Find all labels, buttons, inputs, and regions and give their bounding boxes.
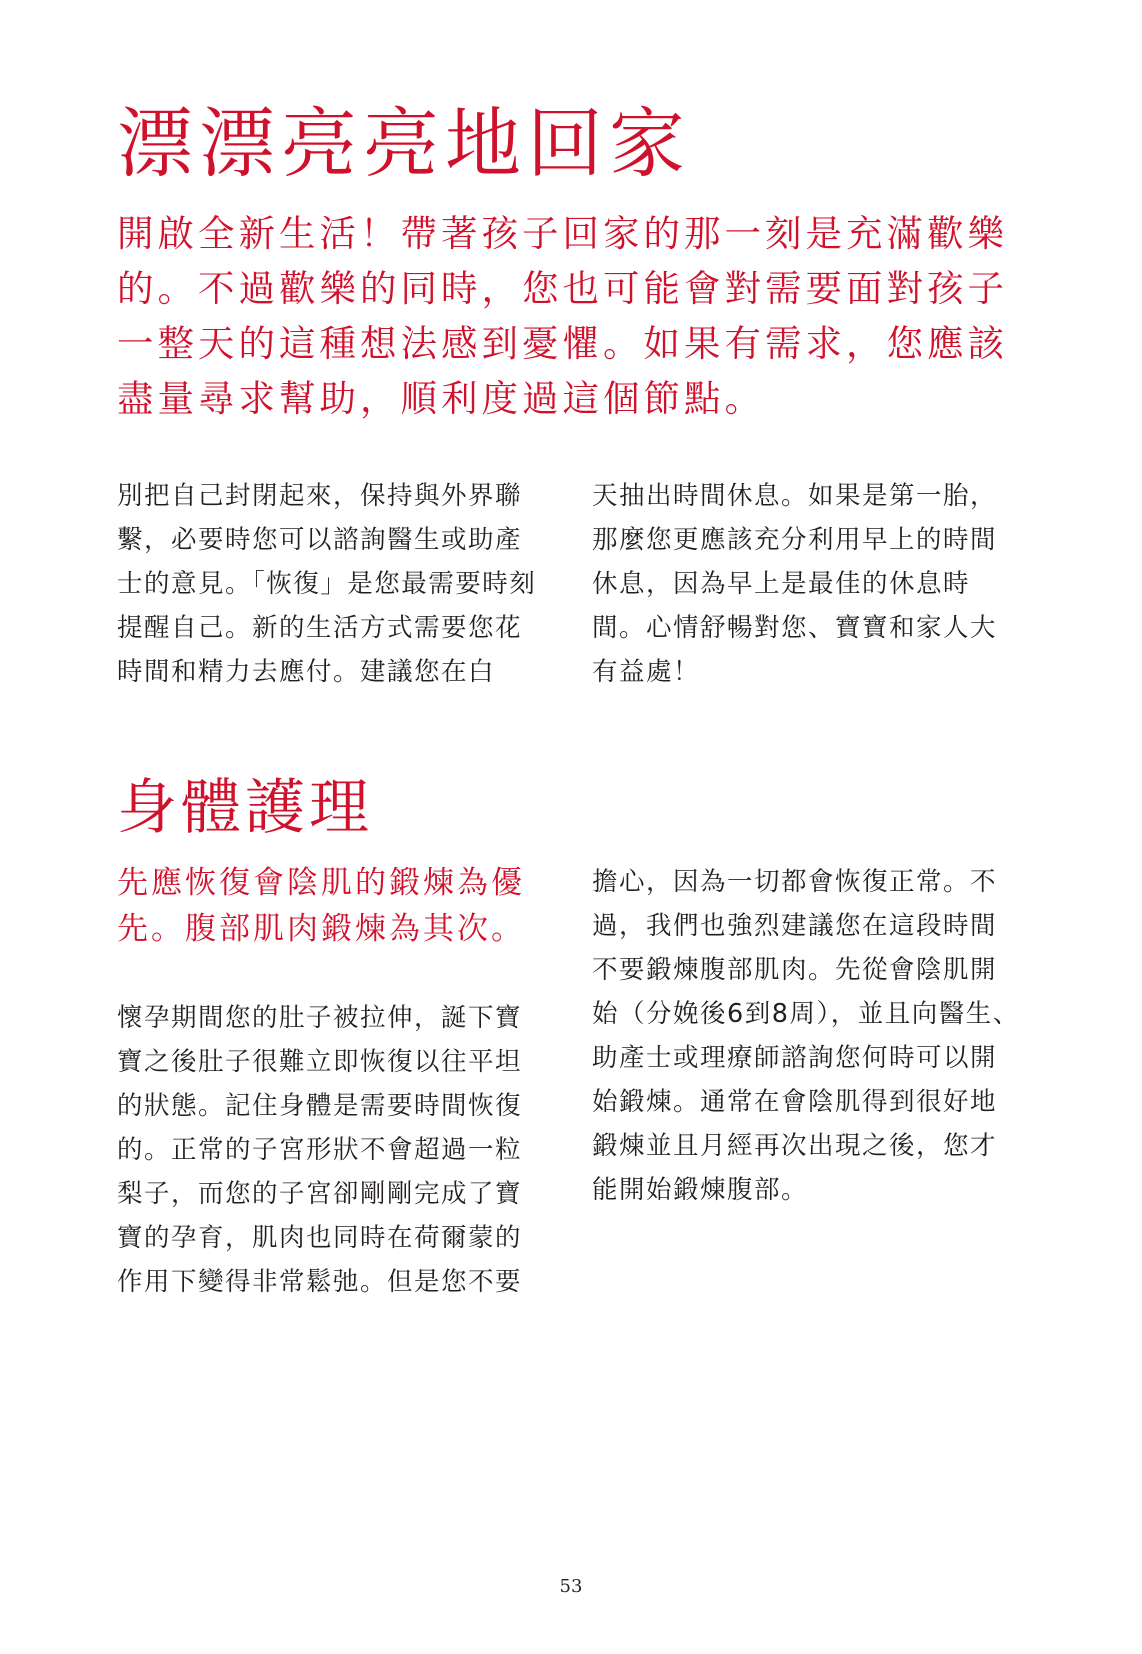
section-lead-going-home: 開啟全新生活！帶著孩子回家的那一刻是充滿歡樂的。不過歡樂的同時，您也可能會對需要面對孩子一整天的這種想法感到憂懼。如果有需求，您應該盡量尋求幫助，順利度過這個節點。 [117,212,1008,420]
section-title-body-care: 身體護理 [117,773,373,843]
body-care-text-left-column: 懷孕期間您的肚子被拉伸，誕下寶寶之後肚子很難立即恢復以往平坦的狀態。記住身體是需要時間恢復的。正常的子宮形狀不會超過一粒梨子，而您的子宮卻剛剛完成了寶寶的孕育，肌肉也同時在荷爾蒙的作用下變得非常鬆弛。但是您不要 [117,1003,523,1297]
body-care-text-right-column: 擔心，因為一切都會恢復正常。不過，我們也強烈建議您在這段時間不要鍛煉腹部肌肉。先從會陰肌開始（分娩後6到8周），並且向醫生、助產士或理療師諮詢您何時可以開始鍛煉。通常在會陰肌得到很好地鍛煉並且月經再次出現之後，您才能開始鍛煉腹部。 [592,867,1020,1205]
body-text-right-column: 天抽出時間休息。如果是第一胎，那麼您更應該充分利用早上的時間休息，因為早上是最佳的休息時間。心情舒暢對您、寶寶和家人大有益處！ [592,481,998,687]
section-title-going-home: 漂漂亮亮地回家 [117,99,691,188]
section-lead-body-care: 先應恢復會陰肌的鍛煉為優先。腹部肌肉鍛煉為其次。 [117,865,525,947]
page-number: 53 [559,1576,583,1597]
body-text-left-column: 別把自己封閉起來，保持與外界聯繫，必要時您可以諮詢醫生或助產士的意見。「恢復」是您最需要時刻提醒自己。新的生活方式需要您花時間和精力去應付。建議您在白 [117,481,537,687]
